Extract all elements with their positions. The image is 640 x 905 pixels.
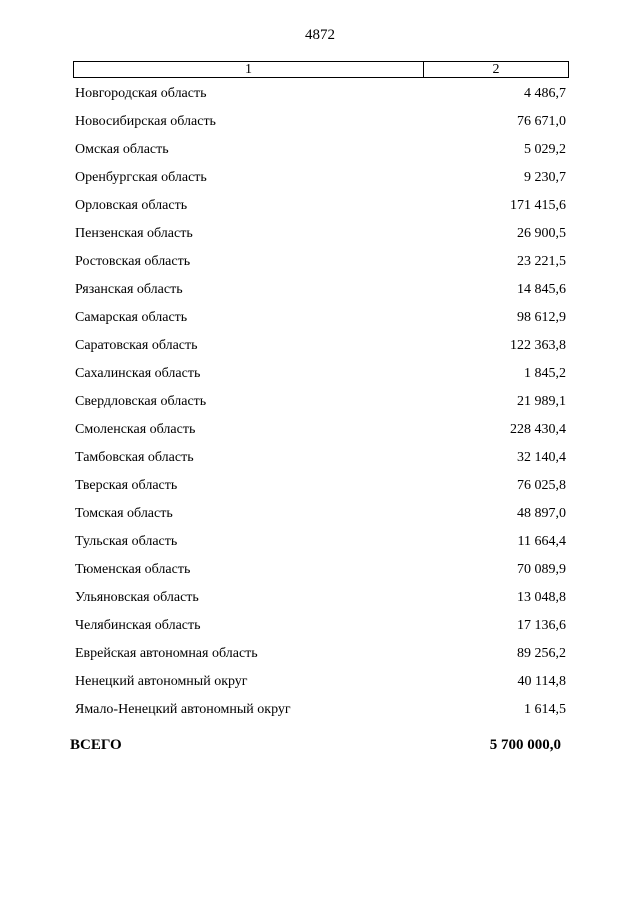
table-row — [0, 336, 640, 364]
region-name: Тюменская область — [75, 562, 191, 577]
table-row — [0, 364, 640, 392]
table-row — [0, 252, 640, 280]
region-name: Новосибирская область — [75, 114, 216, 129]
table-row — [0, 224, 640, 252]
table-row — [0, 112, 640, 140]
region-name: Ненецкий автономный округ — [75, 674, 248, 689]
region-value: 48 897,0 — [517, 506, 566, 521]
region-name: Ульяновская область — [75, 590, 199, 605]
table-row — [0, 616, 640, 644]
region-value: 171 415,6 — [510, 198, 566, 213]
region-value: 26 900,5 — [517, 226, 566, 241]
region-name: Еврейская автономная область — [75, 646, 258, 661]
region-value: 17 136,6 — [517, 618, 566, 633]
region-name: Оренбургская область — [75, 170, 207, 185]
region-name: Сахалинская область — [75, 366, 201, 381]
region-value: 89 256,2 — [517, 646, 566, 661]
region-value: 23 221,5 — [517, 254, 566, 269]
region-name: Омская область — [75, 142, 169, 157]
region-name: Пензенская область — [75, 226, 193, 241]
region-name: Смоленская область — [75, 422, 196, 437]
table-body — [0, 84, 640, 728]
region-value: 76 025,8 — [517, 478, 566, 493]
table-row — [0, 644, 640, 672]
column-header-2: 2 — [492, 62, 500, 77]
table-row — [0, 504, 640, 532]
region-name: Томская область — [75, 506, 173, 521]
region-name: Тульская область — [75, 534, 178, 549]
region-name: Тверская область — [75, 478, 178, 493]
region-value: 5 029,2 — [524, 142, 566, 157]
table-row — [0, 532, 640, 560]
table-row — [0, 560, 640, 588]
region-value: 13 048,8 — [517, 590, 566, 605]
table-row — [0, 672, 640, 700]
region-value: 4 486,7 — [524, 86, 566, 101]
region-name: Самарская область — [75, 310, 188, 325]
region-name: Орловская область — [75, 198, 188, 213]
region-value: 21 989,1 — [517, 394, 566, 409]
table-row — [0, 588, 640, 616]
region-value: 9 230,7 — [524, 170, 566, 185]
page-number: 4872 — [305, 27, 335, 43]
region-value: 98 612,9 — [517, 310, 566, 325]
region-value: 40 114,8 — [517, 674, 566, 689]
region-name: Ростовская область — [75, 254, 191, 269]
region-value: 122 363,8 — [510, 338, 566, 353]
region-value: 1 845,2 — [524, 366, 566, 381]
table-row — [0, 420, 640, 448]
table-row — [0, 168, 640, 196]
region-value: 228 430,4 — [510, 422, 566, 437]
region-name: Саратовская область — [75, 338, 198, 353]
region-value: 11 664,4 — [517, 534, 566, 549]
table-row — [0, 308, 640, 336]
region-value: 70 089,9 — [517, 562, 566, 577]
table-row — [0, 476, 640, 504]
region-name: Ямало-Ненецкий автономный округ — [75, 702, 291, 717]
region-name: Свердловская область — [75, 394, 207, 409]
table-row — [0, 84, 640, 112]
region-value: 14 845,6 — [517, 282, 566, 297]
region-value: 1 614,5 — [524, 702, 566, 717]
region-value: 32 140,4 — [517, 450, 566, 465]
region-name: Рязанская область — [75, 282, 183, 297]
table-row — [0, 196, 640, 224]
total-row — [0, 735, 640, 757]
total-label: ВСЕГО — [70, 737, 122, 753]
region-name: Новгородская область — [75, 86, 207, 101]
table-row — [0, 392, 640, 420]
region-name: Тамбовская область — [75, 450, 194, 465]
total-value: 5 700 000,0 — [489, 737, 561, 753]
region-name: Челябинская область — [75, 618, 201, 633]
table-row — [0, 700, 640, 728]
region-value: 76 671,0 — [517, 114, 566, 129]
table-row — [0, 280, 640, 308]
column-header-1: 1 — [74, 62, 424, 77]
table-header — [73, 61, 569, 78]
table-row — [0, 140, 640, 168]
table-row — [0, 448, 640, 476]
